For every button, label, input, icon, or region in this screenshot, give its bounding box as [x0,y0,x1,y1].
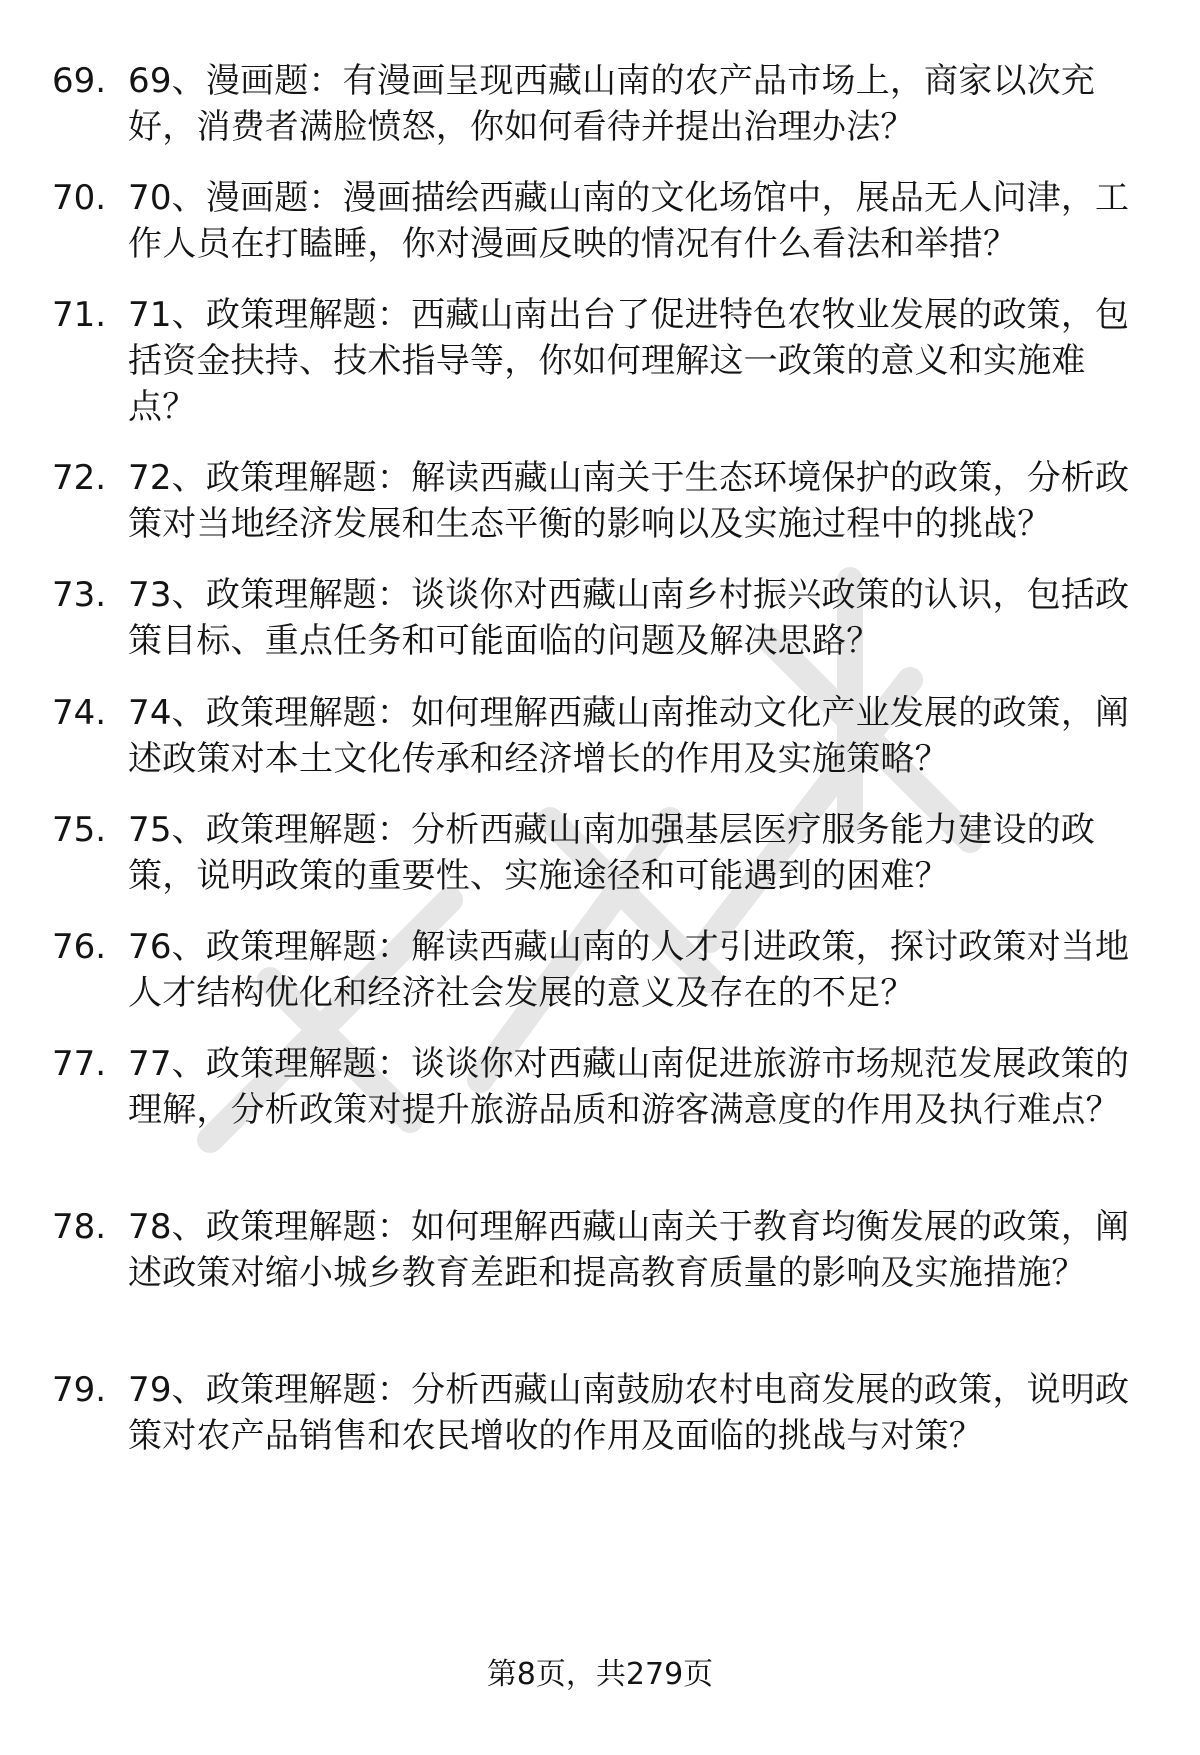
question-number: 73. [52,575,107,615]
question-number: 78. [52,1207,107,1247]
question-number: 72. [52,458,107,498]
page-footer: 第8页，共279页 [486,1657,714,1692]
question-number: 71. [52,295,107,335]
question-text: 79、政策理解题：分析西藏山南鼓励农村电商发展的政策，说明政策对农产品销售和农民增收的作用及面临的挑战与对策？ [128,1370,1130,1456]
question-text: 71、政策理解题：西藏山南出台了促进特色农牧业发展的政策，包括资金扶持、技术指导等，你如何理解这一政策的意义和实施难点？ [128,295,1130,427]
question-text: 72、政策理解题：解读西藏山南关于生态环境保护的政策，分析政策对当地经济发展和生态平衡的影响以及实施过程中的挑战？ [128,458,1130,544]
question-number: 77. [52,1044,107,1084]
question-text: 73、政策理解题：谈谈你对西藏山南乡村振兴政策的认识，包括政策目标、重点任务和可能面临的问题及解决思路？ [128,575,1130,661]
question-text: 69、漫画题：有漫画呈现西藏山南的农产品市场上，商家以次充好，消费者满脸愤怒，你如何看待并提出治理办法？ [128,61,1096,147]
question-number: 76. [52,927,107,967]
question-text: 78、政策理解题：如何理解西藏山南关于教育均衡发展的政策，阐述政策对缩小城乡教育差距和提高教育质量的影响及实施措施？ [128,1207,1130,1293]
question-text: 76、政策理解题：解读西藏山南的人才引进政策，探讨政策对当地人才结构优化和经济社会发展的意义及存在的不足？ [128,927,1130,1013]
question-text: 74、政策理解题：如何理解西藏山南推动文化产业发展的政策，阐述政策对本土文化传承和经济增长的作用及实施策略？ [128,693,1130,779]
question-number: 79. [52,1370,107,1410]
question-number: 69. [52,61,107,101]
question-number: 75. [52,810,107,850]
question-number: 74. [52,693,107,733]
question-text: 77、政策理解题：谈谈你对西藏山南促进旅游市场规范发展政策的理解，分析政策对提升旅游品质和游客满意度的作用及执行难点？ [128,1044,1130,1130]
question-text: 75、政策理解题：分析西藏山南加强基层医疗服务能力建设的政策，说明政策的重要性、实施途径和可能遇到的困难？ [128,810,1096,896]
question-text: 70、漫画题：漫画描绘西藏山南的文化场馆中，展品无人问津，工作人员在打瞌睡，你对漫画反映的情况有什么看法和举措？ [128,178,1130,264]
question-number: 70. [52,178,107,218]
